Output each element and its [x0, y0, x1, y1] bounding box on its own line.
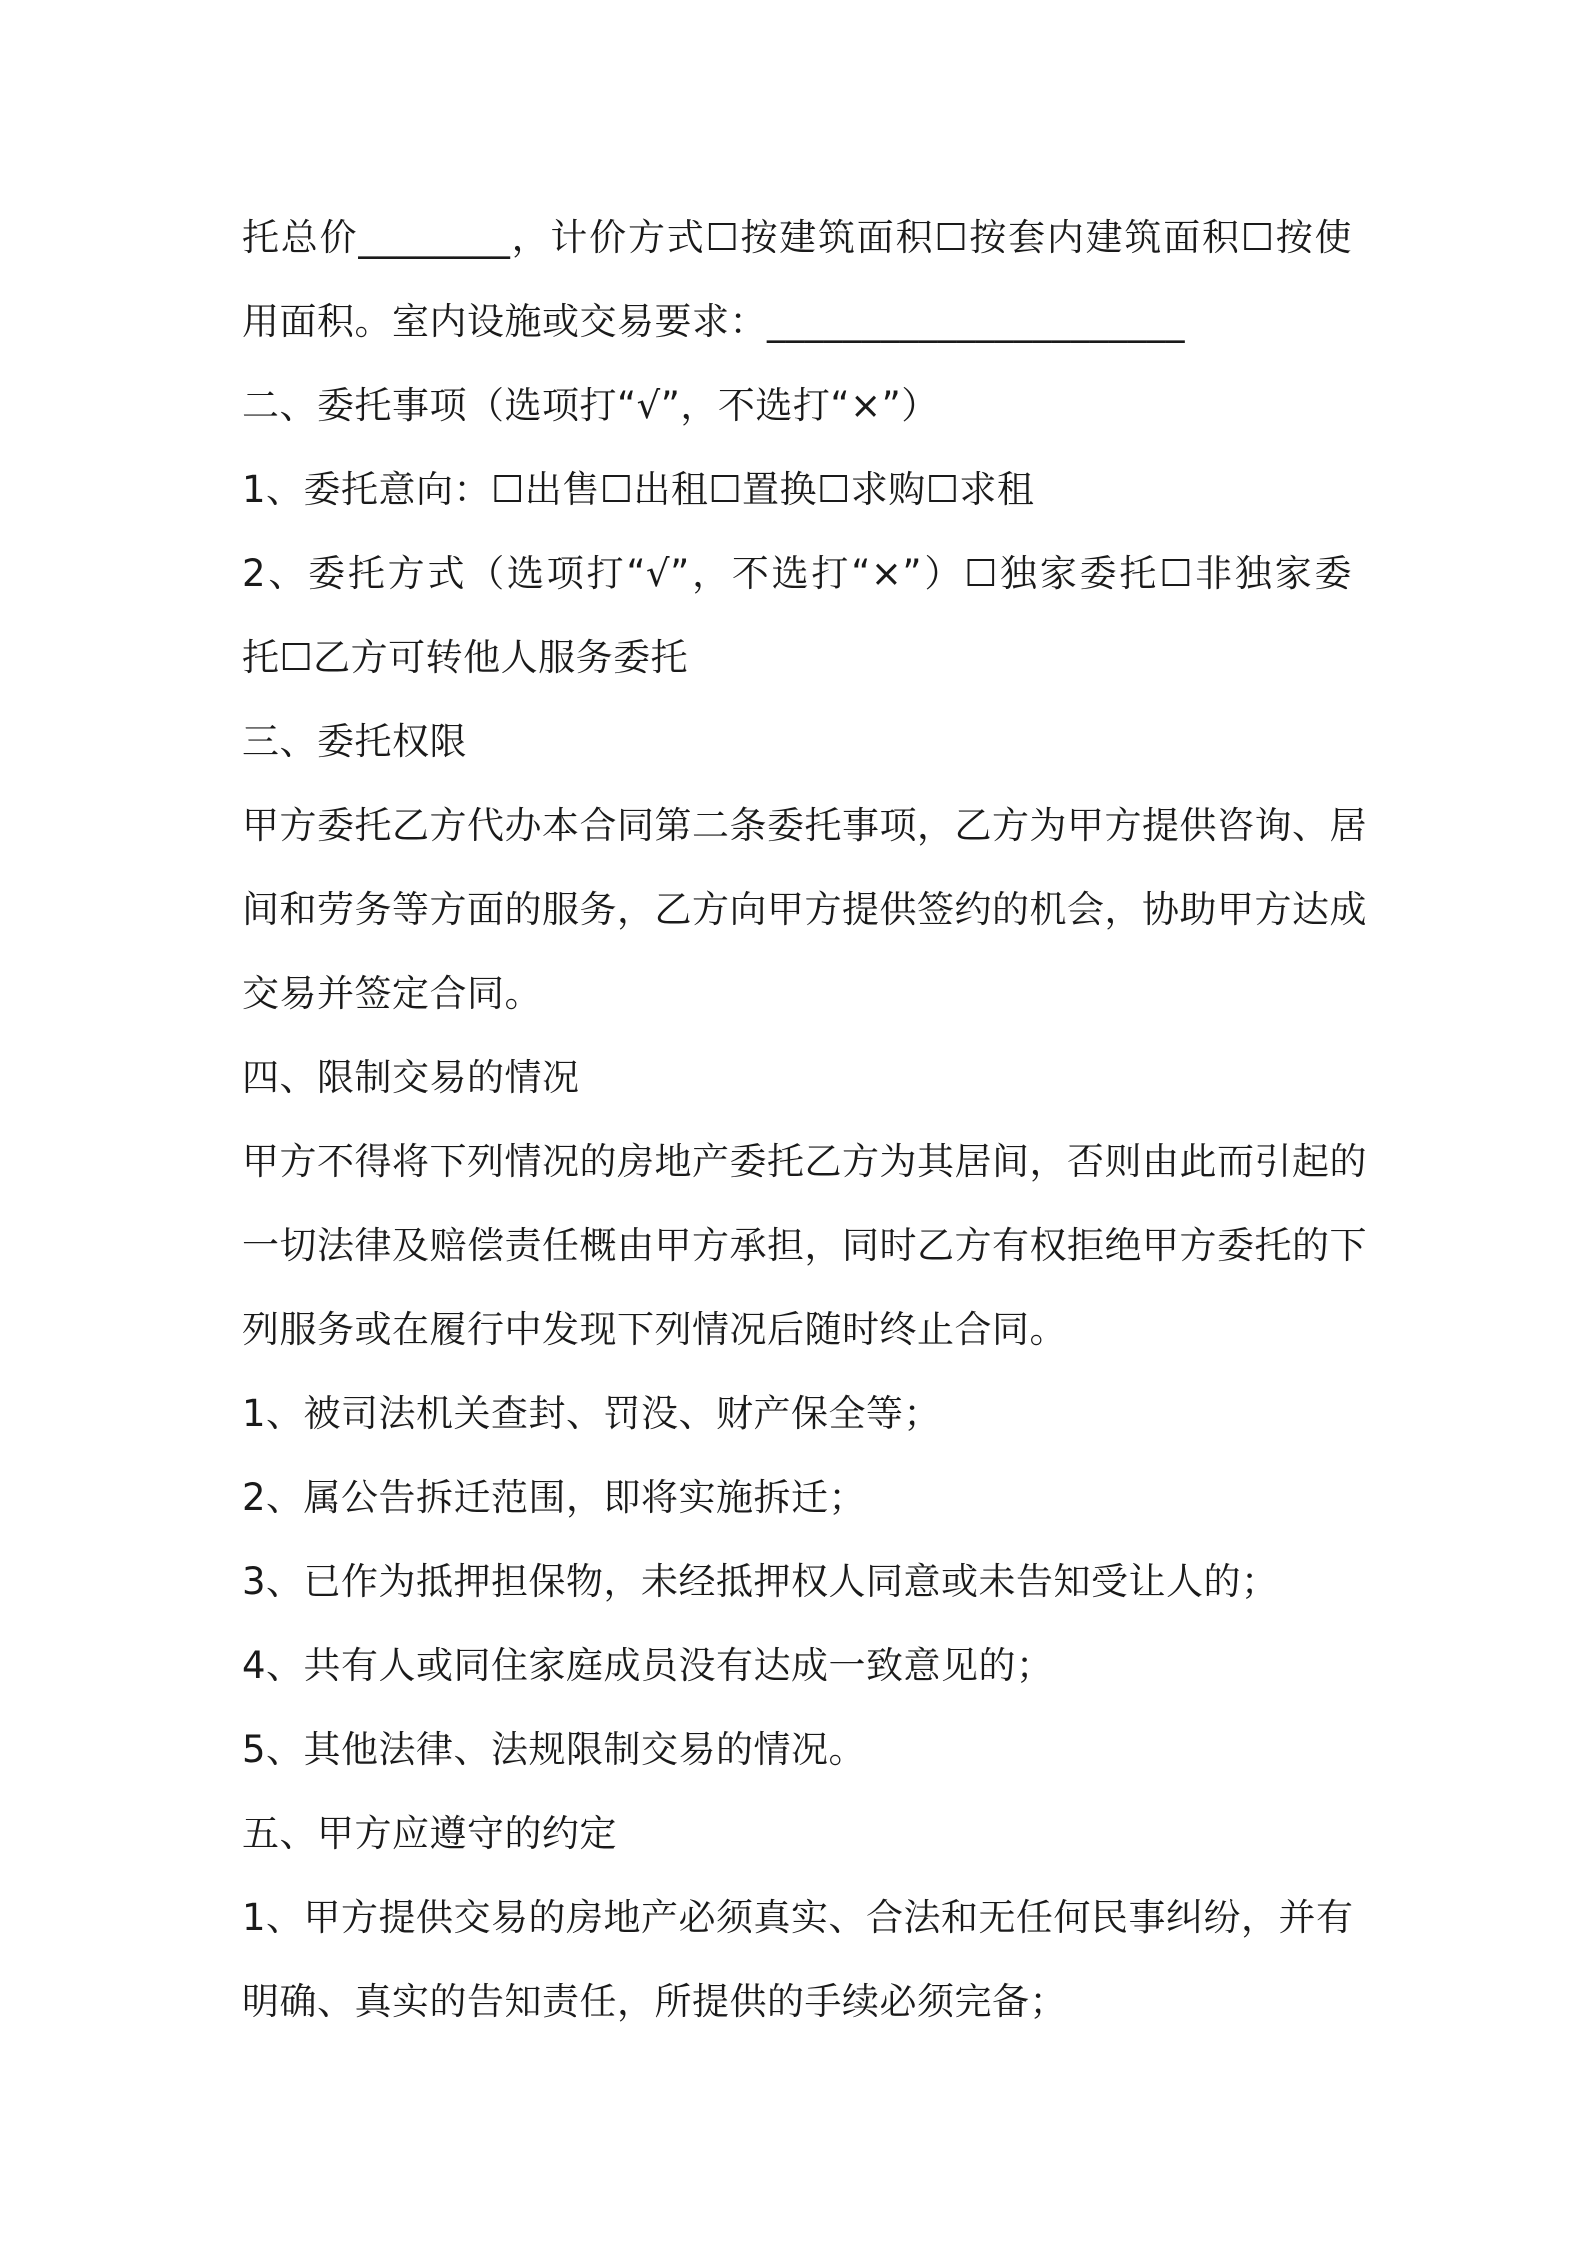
list-item-1: 1、被司法机关查封、罚没、财产保全等； — [242, 1392, 942, 1435]
list-item-4: 4、共有人或同住家庭成员没有达成一致意见的； — [242, 1644, 1054, 1687]
text-line-13: 一切法律及赔偿责任概由甲方承担，同时乙方有权拒绝甲方委托的下 — [242, 1224, 1367, 1267]
document-body — [242, 196, 1367, 2044]
list-item-5: 5、其他法律、法规限制交易的情况。 — [242, 1728, 867, 1771]
text-line-1: 托总价________，计价方式☐按建筑面积☐按套内建筑面积☐按使 — [242, 216, 1352, 259]
list-item-2: 2、属公告拆迁范围，即将实施拆迁； — [242, 1476, 867, 1519]
text-line-14: 列服务或在履行中发现下列情况后随时终止合同。 — [242, 1308, 1067, 1351]
text-line-12: 甲方不得将下列情况的房地产委托乙方为其居间，否则由此而引起的 — [242, 1140, 1367, 1183]
text-line-21: 1、甲方提供交易的房地产必须真实、合法和无任何民事纠纷，并有 — [242, 1896, 1354, 1939]
section-heading-2: 二、委托事项（选项打“√”，不选打“×”） — [242, 384, 939, 427]
text-line-4: 1、委托意向：☐出售☐出租☐置换☐求购☐求租 — [242, 468, 1035, 511]
text-line-9: 间和劳务等方面的服务，乙方向甲方提供签约的机会，协助甲方达成 — [242, 888, 1367, 931]
text-line-22: 明确、真实的告知责任，所提供的手续必须完备； — [242, 1980, 1067, 2023]
text-line-10: 交易并签定合同。 — [242, 972, 542, 1015]
text-line-8: 甲方委托乙方代办本合同第二条委托事项，乙方为甲方提供咨询、居 — [242, 804, 1367, 847]
text-line-6: 托☐乙方可转他人服务委托 — [242, 636, 689, 679]
text-line-2: 用面积。室内设施或交易要求：______________________ — [242, 300, 1185, 343]
text-line-5: 2、委托方式（选项打“√”，不选打“×”）☐独家委托☐非独家委 — [242, 552, 1352, 595]
section-heading-5: 五、甲方应遵守的约定 — [242, 1812, 617, 1855]
list-item-3: 3、已作为抵押担保物，未经抵押权人同意或未告知受让人的； — [242, 1560, 1279, 1603]
section-heading-3: 三、委托权限 — [242, 720, 467, 763]
section-heading-4: 四、限制交易的情况 — [242, 1056, 580, 1099]
